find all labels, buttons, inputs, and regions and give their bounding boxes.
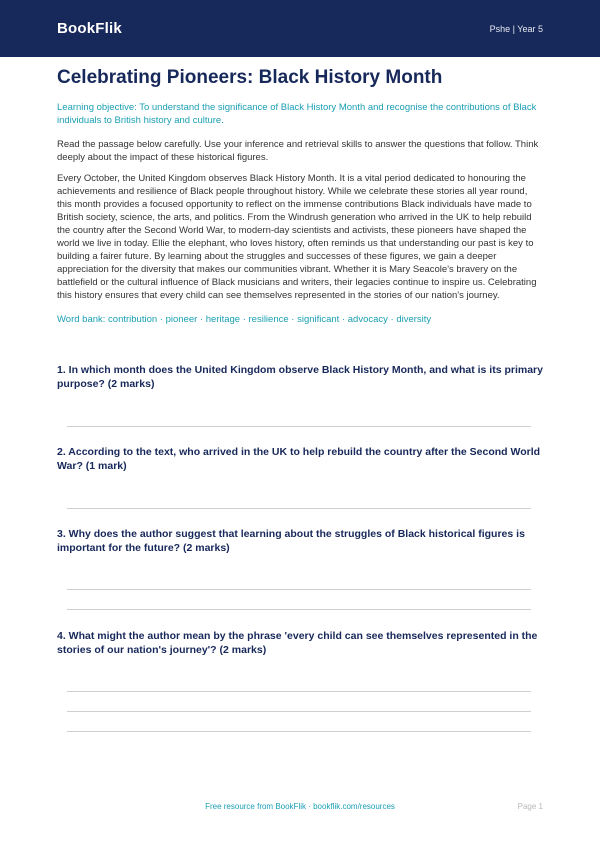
page-header (0, 0, 600, 57)
answer-line[interactable] (67, 711, 531, 712)
brand-logo: BookFlik (57, 20, 122, 37)
answer-line[interactable] (67, 731, 531, 732)
question-3 (57, 527, 543, 555)
question-text: 2. According to the text, who arrived in the UK to help rebuild the country after the Second World War? (1 mark) (57, 446, 541, 472)
page-number: Page 1 (517, 802, 543, 811)
page-footer (0, 802, 600, 814)
worksheet-content (57, 66, 543, 326)
answer-line[interactable] (67, 508, 531, 509)
instructions: Read the passage below carefully. Use your inference and retrieval skills to answer the questions that follow. Think deeply about the impact of these historical figures. (57, 139, 539, 163)
question-text: 3. Why does the author suggest that learning about the struggles of Black historical figures is important for the future? (2 marks) (57, 528, 525, 554)
reading-passage: Every October, the United Kingdom observes Black History Month. It is a vital period dedicated to honouring the achievements and resilience of Black people throughout history. While we celebrate these stories all year round, this month provides a focused opportunity to reflect on the immense contributions Black individuals have made to British society, science, the arts, and politics. From the Windrush generation who arrived in the UK to help rebuild the country after the Second World War, to modern-day scientists and activists, these pioneers have shaped the world we live in today. Ellie the elephant, who loves history, often reminds us that understanding our past is key to building a fairer future. By learning about the struggles and successes of these figures, we gain a deeper appreciation for the diversity that makes our communities vibrant. Whether it is Mary Seacole's bravery on the battlefield or the cultural influence of Black musicians and writers, their legacies continue to inspire us. Celebrating this history ensures that every child can see themselves represented in the stories of our nation's journey. (57, 173, 537, 301)
question-text: 1. In which month does the United Kingdom observe Black History Month, and what is its primary purpose? (2 marks) (57, 364, 543, 390)
word-bank: Word bank: contribution · pioneer · heritage · resilience · significant · advocacy · diversity (57, 314, 432, 325)
answer-line[interactable] (67, 589, 531, 590)
answer-line[interactable] (67, 609, 531, 610)
question-1 (57, 363, 543, 391)
answer-line[interactable] (67, 691, 531, 692)
question-text: 4. What might the author mean by the phrase 'every child can see themselves represented in the stories of our nation's journey'? (2 marks) (57, 630, 538, 656)
learning-objective: Learning objective: To understand the significance of Black History Month and recognise the contributions of Black individuals to British history and culture. (57, 102, 537, 126)
question-2 (57, 445, 543, 473)
footer-link[interactable]: Free resource from BookFlik · bookflik.com/resources (205, 802, 395, 811)
subject-year-label: Pshe | Year 5 (489, 23, 543, 34)
question-4 (57, 629, 543, 657)
answer-line[interactable] (67, 426, 531, 427)
page-title: Celebrating Pioneers: Black History Month (57, 67, 443, 88)
